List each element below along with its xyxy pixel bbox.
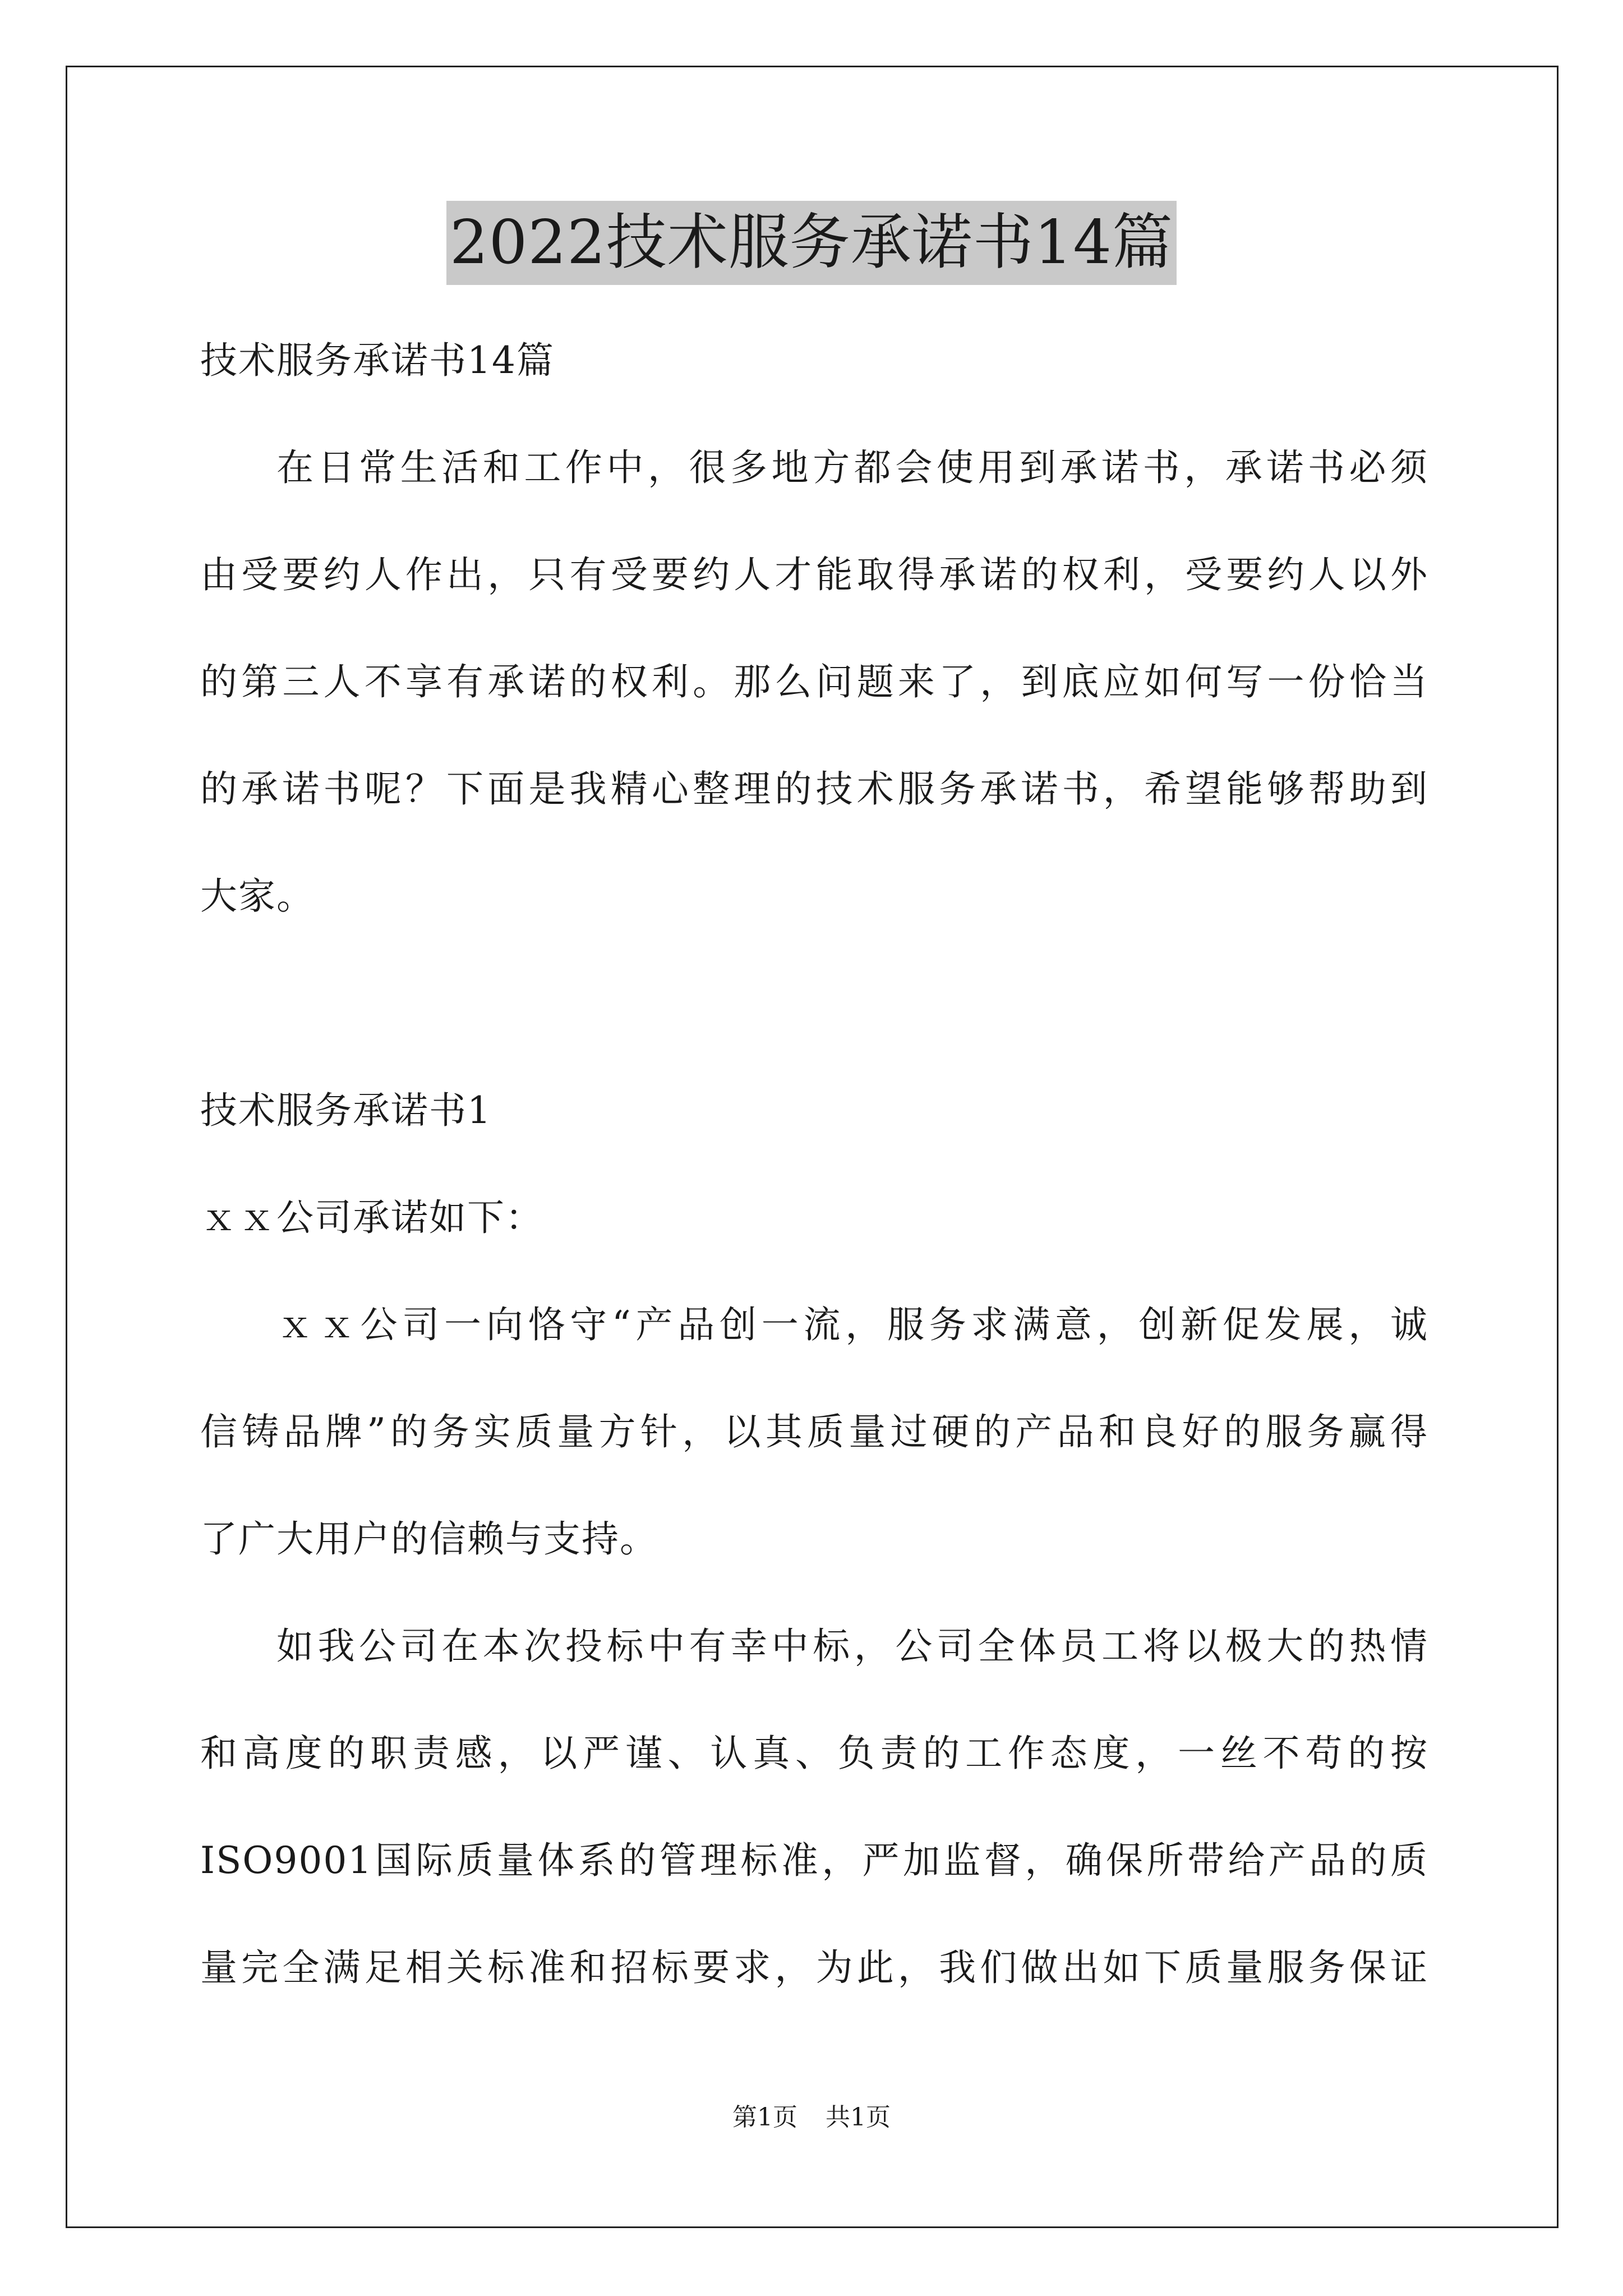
paragraph-line: 信铸品牌”的务实质量方针，以其质量过硬的产品和良好的服务赢得 xyxy=(200,1410,1428,1453)
document-body xyxy=(200,307,1428,2021)
intro-line: 的承诺书呢？下面是我精心整理的技术服务承诺书，希望能够帮助到 xyxy=(200,767,1428,811)
intro-line: 的第三人不享有承诺的权利。那么问题来了，到底应如何写一份恰当 xyxy=(200,660,1428,703)
intro-line: 由受要约人作出，只有受要约人才能取得承诺的权利，受要约人以外 xyxy=(200,553,1428,596)
heading: 技术服务承诺书14篇 xyxy=(200,339,555,382)
page-number: 第1页 xyxy=(732,2103,797,2132)
addressee-line: ｘｘ公司承诺如下： xyxy=(200,1196,543,1239)
section-heading: 技术服务承诺书1 xyxy=(200,1089,492,1132)
paragraph-line: 量完全满足相关标准和招标要求，为此，我们做出如下质量服务保证 xyxy=(200,1946,1428,1989)
paragraph-line: ｘｘ公司一向恪守“产品创一流，服务求满意，创新促发展，诚 xyxy=(276,1303,1428,1346)
paragraph-line: 如我公司在本次投标中有幸中标，公司全体员工将以极大的热情 xyxy=(276,1625,1428,1668)
spacer xyxy=(200,950,1428,1057)
paragraph-line: 了广大用户的信赖与支持。 xyxy=(200,1517,658,1561)
intro-line: 大家。 xyxy=(200,875,315,918)
paragraph-line: 和高度的职责感，以严谨、认真、负责的工作态度，一丝不苟的按 xyxy=(200,1732,1428,1775)
title-container xyxy=(0,201,1623,285)
page-footer xyxy=(0,2101,1623,2134)
intro-line: 在日常生活和工作中，很多地方都会使用到承诺书，承诺书必须 xyxy=(276,446,1428,489)
page-total: 共1页 xyxy=(826,2103,891,2132)
paragraph-line: ISO9001国际质量体系的管理标准，严加监督，确保所带给产品的质 xyxy=(200,1839,1428,1882)
document-title: 2022技术服务承诺书14篇 xyxy=(446,201,1177,285)
